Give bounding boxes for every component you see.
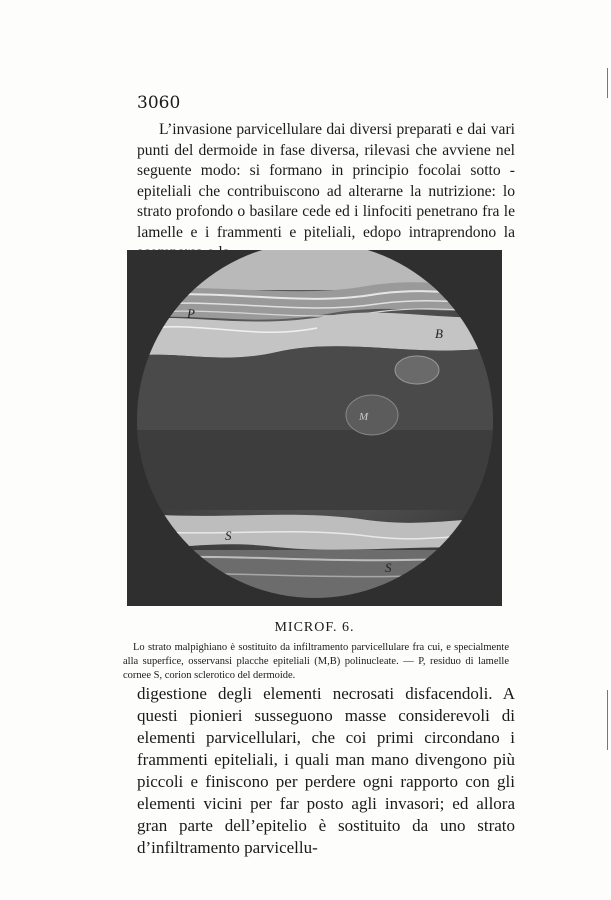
label-b: B — [435, 326, 443, 341]
label-m: M — [359, 411, 369, 423]
label-s-lower: S — [385, 560, 392, 575]
page-number: 3060 — [137, 93, 181, 113]
micrograph-image — [127, 250, 502, 606]
scan-edge-mark — [607, 68, 608, 98]
label-p: P — [187, 306, 195, 321]
scan-edge-mark — [607, 690, 608, 750]
figure-title: MICROF. 6. — [274, 620, 355, 635]
paragraph-top: L’invasione parvicellulare dai diversi preparati e dai vari punti del dermoide in fase diversa, rilevasi che avviene nel seguente modo: si formano in principio focolai sotto - epiteliali che contribuiscono ad alterarne la nutrizione: lo strato profondo o basilare cede ed i linfociti penetrano fra le lamelle e i frammenti e piteliali, edopo intraprendono la — [137, 121, 515, 241]
paragraph-bottom: digestione degli elementi necrosati disfacendoli. A questi pionieri susseguono masse considerevoli di elementi parvicellulari, che coi primi circondano i frammenti epiteliali, i quali man mano divengono più piccoli e finiscono per perdere ogni rapporto con gli elementi vicini per far posto agli invasori; ed allora gran parte dell’epitelio è sostituito da uno strato d’infiltramento parvicellu- — [137, 684, 515, 857]
figure-caption: Lo strato malpighiano è sostituito da infiltramento parvicellulare fra cui, e specialmente alla superfice, osservansi placche epiteliali (M,B) polinucleate. — P, residuo di lamelle cornee S, corion sclerotico del dermoide. — [123, 642, 509, 681]
label-s-upper: S — [225, 528, 232, 543]
micrograph-figure — [127, 250, 502, 606]
